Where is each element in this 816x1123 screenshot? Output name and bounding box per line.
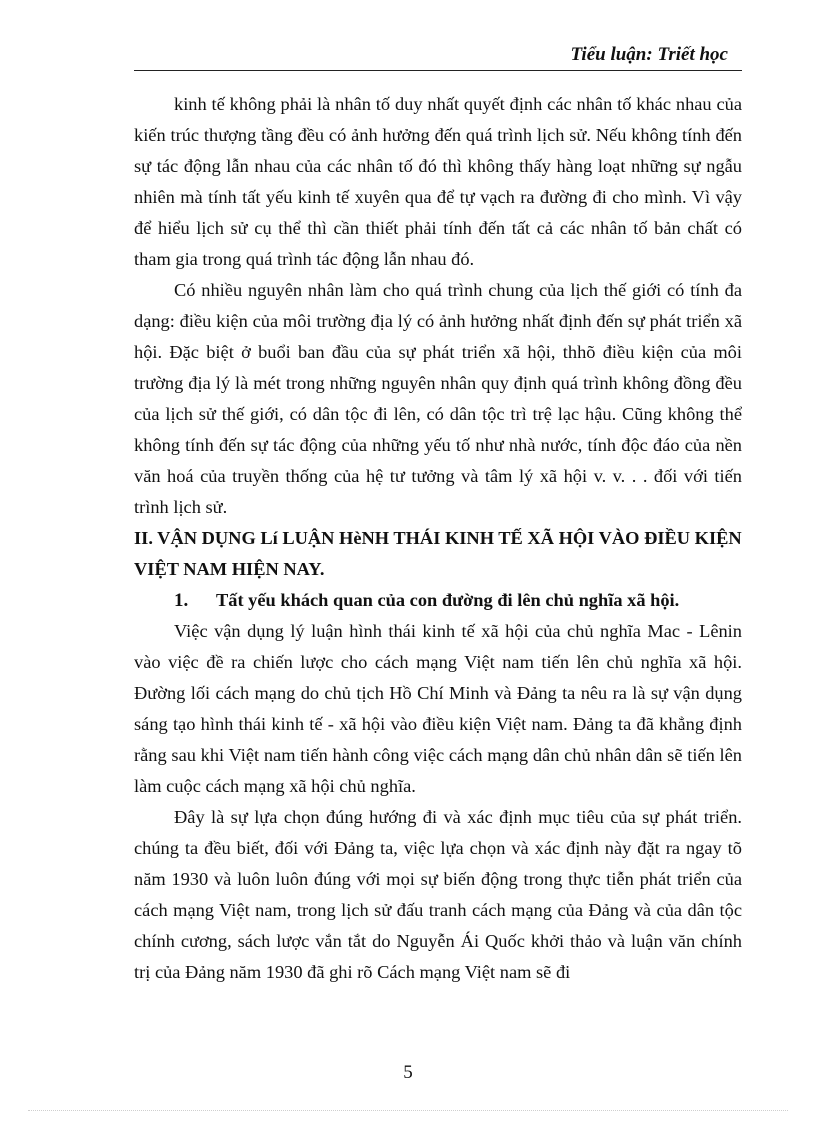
subsection-heading: [134, 585, 742, 616]
section-heading: II. VẬN DỤNG Lí LUẬN HèNH THÁI KINH TẾ XÃ HỘI VÀO ĐIỀU KIỆN VIỆT NAM HIỆN NAY.: [134, 528, 742, 579]
header-title: Tiểu luận: Triết học: [570, 44, 728, 65]
paragraph: kinh tế không phải là nhân tố duy nhất quyết định các nhân tố khác nhau của kiến trúc thượng tầng đều có ảnh hưởng đến quá trình lịch sử. Nếu không tính đến sự tác động lẫn nhau của các nhân tố đó thì không thấy hàng loạt những sự ngẫu nhiên mà tính tất yếu kinh tế xuyên qua để tự vạch ra đường đi cho mình. Vì vậy để hiểu lịch sử cụ thể thì cần thiết phải tính đến tất cả các nhân tố bản chất có tham gia trong quá trình tác động lẫn nhau đó.: [134, 94, 742, 269]
page-number: 5: [403, 1062, 413, 1083]
document-body: [134, 89, 742, 988]
page-bottom-border: [28, 1110, 788, 1111]
subsection-number: 1.: [174, 590, 189, 611]
paragraph: Đây là sự lựa chọn đúng hướng đi và xác định mục tiêu của sự phát triển. chúng ta đều biết, đối với Đảng ta, việc lựa chọn và xác định này đặt ra ngay tõ năm 1930 và luôn luôn đúng với mọi sự biến động trong thực tiễn phát triển của cách mạng Việt nam, trong lịch sử đấu tranh cách mạng của Đảng và của dân tộc chính cương, sách lược vắn tắt do Nguyễn Ái Quốc khởi thảo và luận văn chính trị của Đảng năm 1930 đã ghi rõ Cách mạng Việt nam sẽ đi: [134, 807, 742, 982]
header-divider: [134, 70, 742, 71]
page-header: [134, 44, 742, 66]
paragraph: Việc vận dụng lý luận hình thái kinh tế xã hội của chủ nghĩa Mac - Lênin vào việc đề ra chiến lược cho cách mạng Việt nam tiến lên chủ nghĩa xã hội. Đường lối cách mạng do chủ tịch Hồ Chí Minh và Đảng ta nêu ra là sự vận dụng sáng tạo hình thái kinh tế - xã hội vào điều kiện Việt nam. Đảng ta đã khẳng định rằng sau khi Việt nam tiến hành công việc cách mạng dân chủ nhân dân sẽ tiến lên làm cuộc cách mạng xã hội chủ nghĩa.: [134, 621, 742, 796]
subsection-title: Tất yếu khách quan của con đường đi lên chủ nghĩa xã hội.: [216, 590, 680, 610]
paragraph: Có nhiều nguyên nhân làm cho quá trình chung của lịch thế giới có tính đa dạng: điều kiện của môi trường địa lý có ảnh hưởng nhất định đến sự phát triển xã hội. Đặc biệt ở buổi ban đầu của sự phát triển xã hội, thhõ điều kiện của môi trường địa lý là mét trong những nguyên nhân quy định quá trình không đồng đều của lịch sử thế giới, có dân tộc đi lên, có dân tộc trì trệ lạc hậu. Cũng không thể không tính đến sự tác động của những yếu tố như nhà nước, tính độc đáo của nền văn hoá của truyền thống của hệ tư tưởng và tâm lý xã hội v. v. . . đối với tiến trình lịch sử.: [134, 280, 742, 517]
